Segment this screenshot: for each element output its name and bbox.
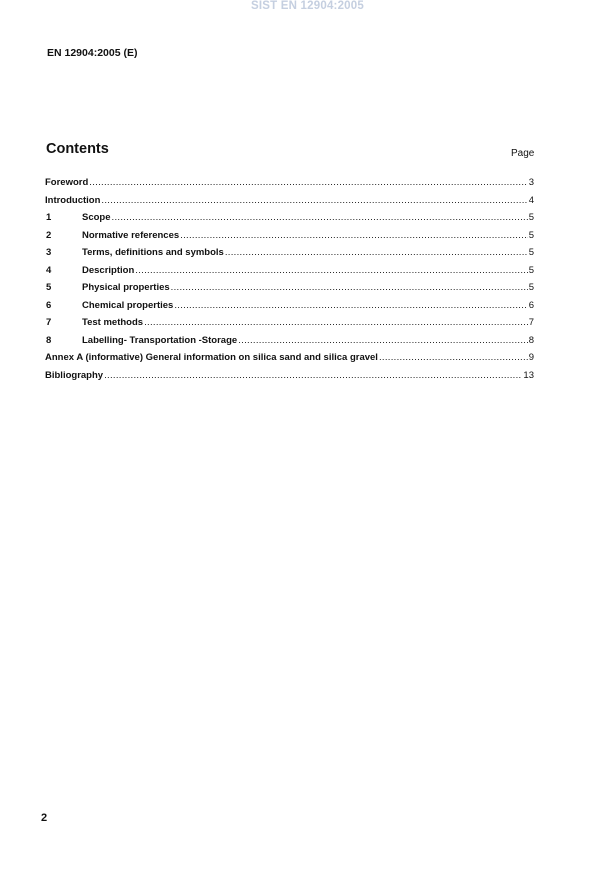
toc-entry-number: 8: [46, 334, 52, 346]
contents-title: Contents: [46, 141, 109, 157]
toc-entry-foreword[interactable]: [45, 177, 534, 195]
toc-entry-title: Normative references: [82, 229, 180, 241]
document-id: EN 12904:2005 (E): [47, 47, 138, 59]
toc-entry-page: 5: [528, 212, 534, 223]
toc-entry-number: 3: [46, 247, 52, 258]
toc-entry-title: Scope: [82, 212, 111, 223]
toc-entry-normative-references[interactable]: [45, 230, 534, 248]
toc-entry-test-methods[interactable]: [45, 317, 534, 335]
toc-entry-number: 1: [46, 212, 52, 223]
toc-entry-page: 5: [528, 229, 534, 241]
toc-leader: [225, 247, 528, 258]
toc-entry-title: Physical properties: [82, 282, 170, 293]
toc-entry-title: Annex A (informative) General information on silica sand and silica gravel: [45, 352, 378, 363]
toc-leader: [104, 370, 522, 381]
toc-entry-page: 8: [528, 334, 534, 346]
watermark: SIST EN 12904:2005: [251, 0, 364, 12]
toc-entry-annex-a[interactable]: [45, 352, 534, 370]
toc-leader: [171, 282, 528, 293]
toc-entry-page: 5: [528, 264, 534, 276]
toc-entry-bibliography[interactable]: [45, 370, 534, 388]
toc-entry-title: Terms, definitions and symbols: [82, 247, 224, 258]
toc-entry-number: 7: [46, 317, 52, 328]
table-of-contents: [45, 177, 534, 387]
toc-entry-page: 4: [528, 194, 534, 206]
toc-entry-introduction[interactable]: [45, 195, 534, 213]
toc-entry-title: Test methods: [82, 317, 144, 328]
toc-entry-page: 7: [528, 317, 534, 328]
toc-entry-page: 13: [523, 369, 534, 381]
toc-leader: [144, 317, 528, 328]
toc-entry-number: 4: [46, 264, 52, 276]
toc-leader: [101, 195, 527, 206]
toc-leader: [89, 177, 527, 188]
toc-entry-title: Foreword: [45, 177, 89, 188]
toc-entry-labelling[interactable]: [45, 335, 534, 353]
toc-entry-number: 5: [46, 282, 52, 293]
toc-entry-page: 3: [528, 177, 534, 188]
toc-entry-title: Description: [82, 264, 135, 276]
toc-entry-page: 9: [528, 352, 534, 363]
toc-entry-page: 5: [528, 282, 534, 293]
toc-leader: [379, 352, 528, 363]
toc-entry-page: 6: [528, 299, 534, 311]
toc-leader: [180, 230, 528, 241]
toc-entry-number: 6: [46, 299, 52, 311]
toc-entry-physical-properties[interactable]: [45, 282, 534, 300]
toc-leader: [238, 335, 528, 346]
toc-entry-page: 5: [528, 247, 534, 258]
toc-entry-title: Introduction: [45, 194, 101, 206]
toc-entry-title: Labelling- Transportation -Storage: [82, 334, 238, 346]
toc-entry-terms-definitions[interactable]: [45, 247, 534, 265]
toc-leader: [135, 265, 527, 276]
toc-entry-description[interactable]: [45, 265, 534, 283]
toc-entry-chemical-properties[interactable]: [45, 300, 534, 318]
page-column-label: Page: [511, 148, 535, 159]
toc-entry-number: 2: [46, 229, 52, 241]
page-number: 2: [41, 812, 48, 824]
toc-entry-scope[interactable]: [45, 212, 534, 230]
toc-entry-title: Chemical properties: [82, 299, 174, 311]
toc-entry-title: Bibliography: [45, 369, 104, 381]
toc-leader: [174, 300, 527, 311]
toc-leader: [112, 212, 528, 223]
